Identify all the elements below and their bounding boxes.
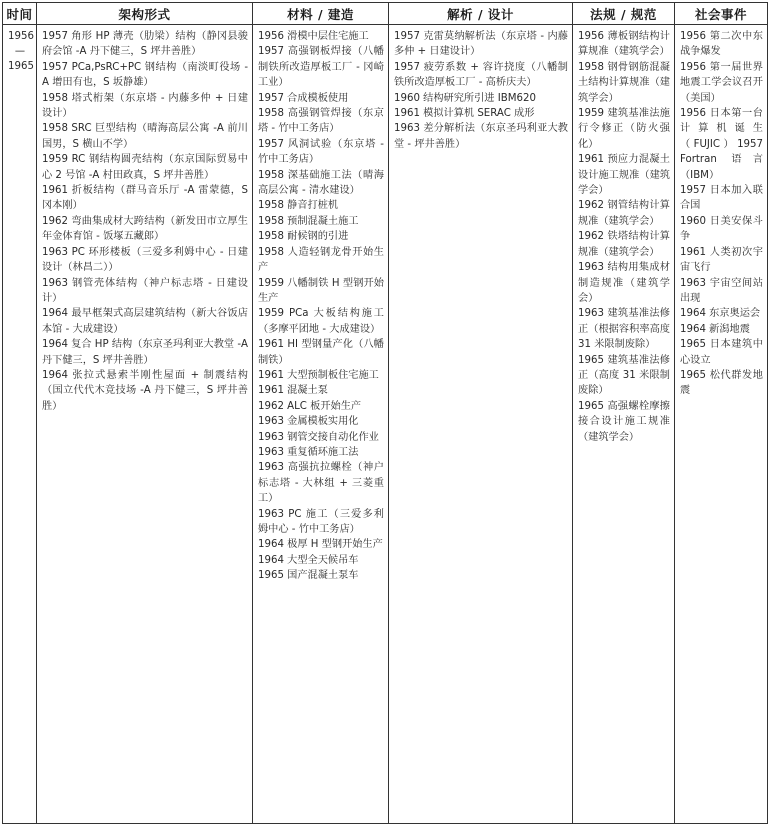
- regulations-item: 1956 薄板钢结构计算规准（建筑学会）: [578, 31, 670, 58]
- period-start: 1956: [8, 31, 34, 42]
- regulations-item: 1958 钢骨钢筋混凝土结构计算规准（建筑学会）: [578, 61, 670, 104]
- materials-item: 1961 混凝土泵: [258, 385, 328, 397]
- timeline-table: [2, 2, 768, 824]
- materials-item: 1957 合成模板使用: [258, 92, 349, 104]
- regulations-item: 1965 高强螺栓摩擦接合设计施工规准（建筑学会）: [578, 400, 670, 443]
- events-item: 1965 松代群发地震: [680, 369, 763, 397]
- materials-item: 1964 极厚 H 型钢开始生产: [258, 539, 383, 551]
- structure-item: 1957 角形 HP 薄壳（肋梁）结构（静冈县骏府会馆 -A 丹下健三，S 坪井善胜）: [42, 31, 248, 58]
- structure-item: 1961 折板结构（群马音乐厅 -A 雷蒙德，S 冈本刚）: [42, 185, 248, 212]
- regulations-item: 1959 建筑基准法施行令修正（防火强化）: [578, 108, 670, 150]
- materials-item: 1956 滑模中层住宅施工: [258, 31, 369, 42]
- materials-item: 1963 金属模板实用化: [258, 416, 359, 428]
- regulations-item: 1963 建筑基准法修正（根据容积率高度 31 米限制废除）: [578, 308, 670, 351]
- analysis-cell: [389, 25, 573, 824]
- regulations-item: 1962 铁塔结构计算规准（建筑学会）: [578, 231, 670, 258]
- materials-item: 1958 高强钢管焊接（东京塔 - 竹中工务店）: [258, 108, 384, 135]
- structure-item: 1962 弯曲集成材大跨结构（新发田市立厚生年金体育馆 - 饭塚五藏郎）: [42, 215, 248, 243]
- structure-item: 1959 RC 钢结构圆壳结构（东京国际贸易中心 2 号馆 -A 村田政真，S 坪井善胜）: [42, 154, 248, 181]
- materials-item: 1957 风洞试验（东京塔 - 竹中工务店）: [258, 138, 384, 166]
- materials-item: 1958 人造轻钢龙骨开始生产: [258, 246, 384, 274]
- events-item: 1961 人类初次宇宙飞行: [680, 246, 763, 274]
- header-materials: 材料 / 建造: [253, 3, 389, 25]
- materials-item: 1963 重复循环施工法: [258, 446, 359, 458]
- materials-item: 1963 高强抗拉螺栓（神户标志塔 - 大林组 + 三菱重工）: [258, 462, 384, 505]
- structure-item: 1958 SRC 巨型结构（晴海高层公寓 -A 前川国男，S 横山不学）: [42, 123, 248, 150]
- header-events: 社会事件: [675, 3, 768, 25]
- events-cell: [675, 25, 768, 824]
- structure-item: 1958 塔式桁架（东京塔 - 内藤多仲 + 日建设计）: [42, 92, 248, 120]
- materials-item: 1959 PCa 大板结构施工（多摩平团地 - 大成建设）: [258, 308, 384, 335]
- materials-item: 1963 钢管交接自动化作业: [258, 431, 379, 443]
- materials-item: 1958 耐候钢的引进: [258, 231, 349, 243]
- events-item: 1964 新潟地震: [680, 323, 750, 335]
- events-item: 1956 日本第一台计算机诞生（FUJIC）1957 Fortran 语言（IBM）: [680, 108, 763, 181]
- materials-item: 1965 国产混凝土泵车: [258, 570, 359, 582]
- header-analysis: 解析 / 设计: [389, 3, 573, 25]
- events-item: 1964 东京奥运会: [680, 308, 761, 320]
- header-regulations: 法规 / 规范: [573, 3, 675, 25]
- events-item: 1960 日美安保斗争: [680, 215, 763, 243]
- structure-cell: [37, 25, 253, 824]
- materials-item: 1961 HI 型钢量产化（八幡制铁）: [258, 339, 384, 366]
- regulations-cell: [573, 25, 675, 824]
- analysis-item: 1963 差分解析法（东京圣玛利亚大教堂 - 坪井善胜）: [394, 123, 568, 150]
- structure-item: 1964 最早框架式高层建筑结构（新大谷饭店本馆 - 大成建设）: [42, 308, 248, 335]
- materials-item: 1958 预制混凝土施工: [258, 215, 359, 227]
- structure-item: 1957 PCa,PsRC+PC 钢结构（南淡町役场 -A 增田有也，S 坂静雄）: [42, 61, 248, 89]
- analysis-item: 1957 克雷莫纳解析法（东京塔 - 内藤多仲 + 日建设计）: [394, 31, 568, 58]
- materials-item: 1958 静音打桩机: [258, 200, 339, 212]
- regulations-item: 1965 建筑基准法修正（高度 31 米限制废除）: [578, 354, 670, 397]
- period-end: 1965: [8, 61, 34, 72]
- events-item: 1963 宇宙空间站出现: [680, 277, 763, 304]
- analysis-item: 1957 疲劳系数 + 容许挠度（八幡制铁所改造厚板工厂 - 高桥庆夫）: [394, 61, 568, 89]
- structure-item: 1964 张拉式悬索半刚性屋面 + 制震结构（国立代代木竞技场 -A 丹下健三，S 坪井善胜）: [42, 369, 248, 412]
- events-item: 1965 日本建筑中心设立: [680, 339, 763, 366]
- events-item: 1956 第一届世界地震工学会议召开（美国）: [680, 61, 763, 104]
- regulations-item: 1961 预应力混凝土设计施工规准（建筑学会）: [578, 154, 670, 197]
- header-row: [3, 3, 768, 25]
- analysis-item: 1960 结构研究所引进 IBM620: [394, 92, 536, 104]
- structure-item: 1963 钢管壳体结构（神户标志塔 - 日建设计）: [42, 277, 248, 304]
- materials-cell: [253, 25, 389, 824]
- analysis-item: 1961 模拟计算机 SERAC 成形: [394, 108, 535, 120]
- materials-item: 1962 ALC 板开始生产: [258, 400, 362, 412]
- events-item: 1957 日本加入联合国: [680, 185, 763, 212]
- materials-item: 1964 大型全天候吊车: [258, 554, 359, 566]
- header-structure: 架构形式: [37, 3, 253, 25]
- structure-item: 1964 复合 HP 结构（东京圣玛利亚大教堂 -A 丹下健三，S 坪井善胜）: [42, 339, 248, 366]
- materials-item: 1958 深基础施工法（晴海高层公寓 - 清水建设）: [258, 169, 384, 197]
- period-cell: [3, 25, 37, 824]
- period-dash: —: [14, 46, 26, 57]
- materials-item: 1961 大型预制板住宅施工: [258, 369, 379, 381]
- regulations-item: 1962 钢管结构计算规准（建筑学会）: [578, 200, 670, 227]
- structure-item: 1963 PC 环形楼板（三爱多利姆中心 - 日建设计（林昌二））: [42, 246, 248, 274]
- events-item: 1956 第二次中东战争爆发: [680, 31, 763, 58]
- timeline-sheet: [2, 2, 767, 824]
- materials-item: 1959 八幡制铁 H 型钢开始生产: [258, 277, 384, 304]
- header-time: 时间: [3, 3, 37, 25]
- materials-item: 1963 PC 施工（三爱多利姆中心 - 竹中工务店）: [258, 508, 384, 535]
- materials-item: 1957 高强钢板焊接（八幡制铁所改造厚板工厂 - 冈崎工业）: [258, 46, 384, 89]
- period-row: [3, 25, 768, 824]
- regulations-item: 1963 结构用集成材制造规准（建筑学会）: [578, 262, 670, 304]
